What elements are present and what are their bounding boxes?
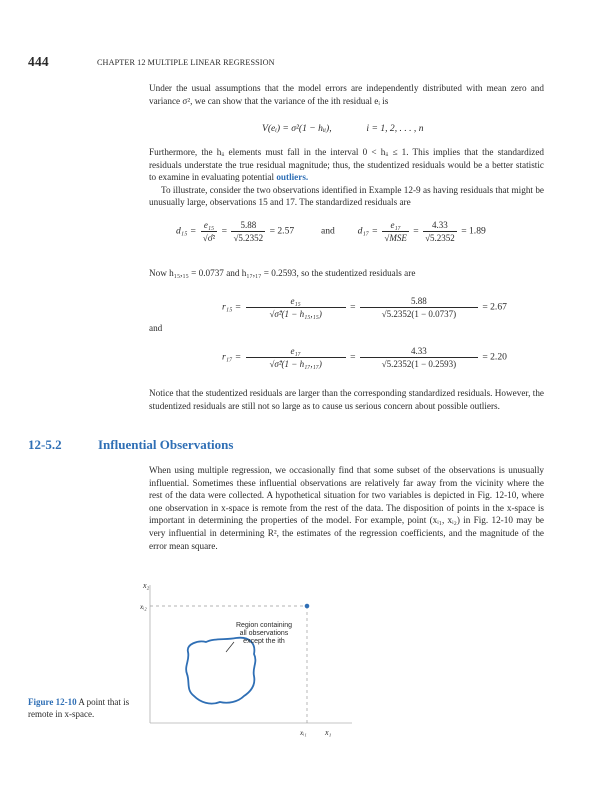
region-label-line-1: Region containing [235,622,293,629]
region-label-line-3: except the ith [243,638,285,645]
numerator-588: 5.88 [231,220,265,232]
paragraph-influential: When using multiple regression, we occasionally find that some subset of the observations is unusually influential. Sometimes these influential observations are relatively far away from the vicinity where the rest of the data were collected. A hypothetical situation for two variables is depicted in Fig. 12-10, where one observation in x-space is remote from the rest of the data. The disposition of points in the x-space is important in determining the properties of the model. For example, point (xᵢ₁, xᵢ₂) in Fig. 12-10 may be very influential in determining R², the estimates of the regression coefficients, and the magnitude of the error mean square. [149,465,544,551]
r15-denominator: √σ̂²(1 − h₁₅,₁₅) [269,309,322,319]
r15-denominator-value: √5.2352(1 − 0.0737) [381,309,457,319]
fraction-e17-mse [382,220,408,243]
figure-label: Figure 12-10 [28,697,77,707]
d15-label: d₁₅ = [176,225,197,237]
equation-variance-lhs: V(eᵢ) = σ²(1 − hᵢᵢ), [262,123,332,134]
equation-r17: r₁₇ = $\frac{\text{e₁₇}}{\text{√σ̂²(1 − h₁₇,₁₇)}}$ = $\frac{4.33}{√5.2352(1 - 0.2593)}$ = 2.20 [222,346,507,369]
numerator-e15: e₁₅ [203,220,215,230]
r15-label: r₁₅ = [222,301,242,313]
x-tick-label: xᵢ₁ [300,729,307,737]
paragraph-conclusion: Notice that the studentized residuals are larger than the corresponding standardized residuals. However, the studentized residuals are still not so large as to cause us serious concern about possible outliers. [149,388,544,411]
equation-variance-range: i = 1, 2, . . . , n [366,123,424,134]
d17-label: d₁₇ = [357,225,379,237]
fraction-r15-numeric [360,296,478,319]
denominator-mse: √MSE [384,233,407,243]
denominator-sqrt-52352-b: √5.2352 [425,233,455,243]
fraction-r15-symbolic [246,296,346,319]
equation-standardized-residuals: d₁₅ = $\frac{\text{e₁₅}}{\text{√σ̂²}}$ = $\frac{5.88}{√5.2352}$ = 2.57 and d₁₇ = $\frac{\text{e₁₇}}{\text{√MSE}}$ = $\frac{4.33}{√5.2352}$ = 1.89 [176,220,486,243]
and-label: and [149,323,163,333]
and-text: and [321,225,335,237]
result-d17: = 1.89 [461,225,486,237]
figure-caption-text: A point that is remote in x-space. [28,697,130,719]
region-pointer [226,642,234,652]
paragraph-studentized-text: Furthermore, the hᵢᵢ elements must fall in the interval 0 < hᵢᵢ ≤ 1. This implies that the standardized residuals understate the true residual magnitude; thus, the studentized residuals would be a better statistic to examine in evaluating potential [149,147,544,183]
fraction-e15-sigma [201,220,218,243]
figure-caption [28,697,148,720]
numerator-433: 4.33 [423,220,457,232]
r15-numerator-value: 5.88 [360,296,478,308]
section-number: 12-5.2 [28,437,62,452]
fraction-r17-numeric [360,346,478,369]
r17-denominator-value: √5.2352(1 − 0.2593) [381,359,457,369]
r17-label: r₁₇ = [222,351,242,363]
paragraph-studentized [149,146,544,209]
paragraph-h-values: Now h₁₅,₁₅ = 0.0737 and h₁₇,₁₇ = 0.2593, so the studentized residuals are [149,268,416,278]
x-axis-label: x₁ [325,728,332,737]
equation-variance [262,123,424,134]
r17-denominator: √σ̂²(1 − h₁₇,₁₇) [269,359,322,369]
outliers-term: outliers. [276,172,309,183]
remote-point [305,604,310,609]
region-blob [186,638,255,704]
equation-r15: r₁₅ = $\frac{\text{e₁₅}}{\text{√σ̂²(1 − h₁₅,₁₅)}}$ = $\frac{5.88}{√5.2352(1 - 0.0737)}$ = 2.67 [222,296,507,319]
result-d15: = 2.57 [269,225,295,237]
page-number: 444 [28,54,49,69]
denominator-sigma-hat: √σ̂² [202,233,216,243]
chapter-title: CHAPTER 12 MULTIPLE LINEAR REGRESSION [97,58,275,67]
section-title: Influential Observations [98,437,234,452]
numerator-e17: e₁₇ [390,220,401,230]
r17-result: = 2.20 [482,351,507,363]
region-label-line-2: all observations [239,630,289,637]
y-tick-label: xᵢ₂ [140,603,147,611]
paragraph-variance-intro: Under the usual assumptions that the model errors are independently distributed with mean zero and variance σ², we can show that the variance of the ith residual eᵢ is [149,83,544,106]
fraction-588 [231,220,265,243]
paragraph-illustrate: To illustrate, consider the two observations identified in Example 12-9 as having residuals that might be unusually large, observations 15 and 17. The standardized residuals are [149,184,544,208]
r15-result: = 2.67 [482,301,507,313]
r15-numerator: e₁₅ [290,296,301,306]
y-axis-label: x₂ [143,581,150,590]
r17-numerator: e₁₇ [290,346,301,356]
figure-12-10 [140,580,360,740]
denominator-sqrt-52352: √5.2352 [233,233,264,243]
r17-numerator-value: 4.33 [360,346,478,358]
fraction-433 [423,220,457,243]
fraction-r17-symbolic [246,346,346,369]
